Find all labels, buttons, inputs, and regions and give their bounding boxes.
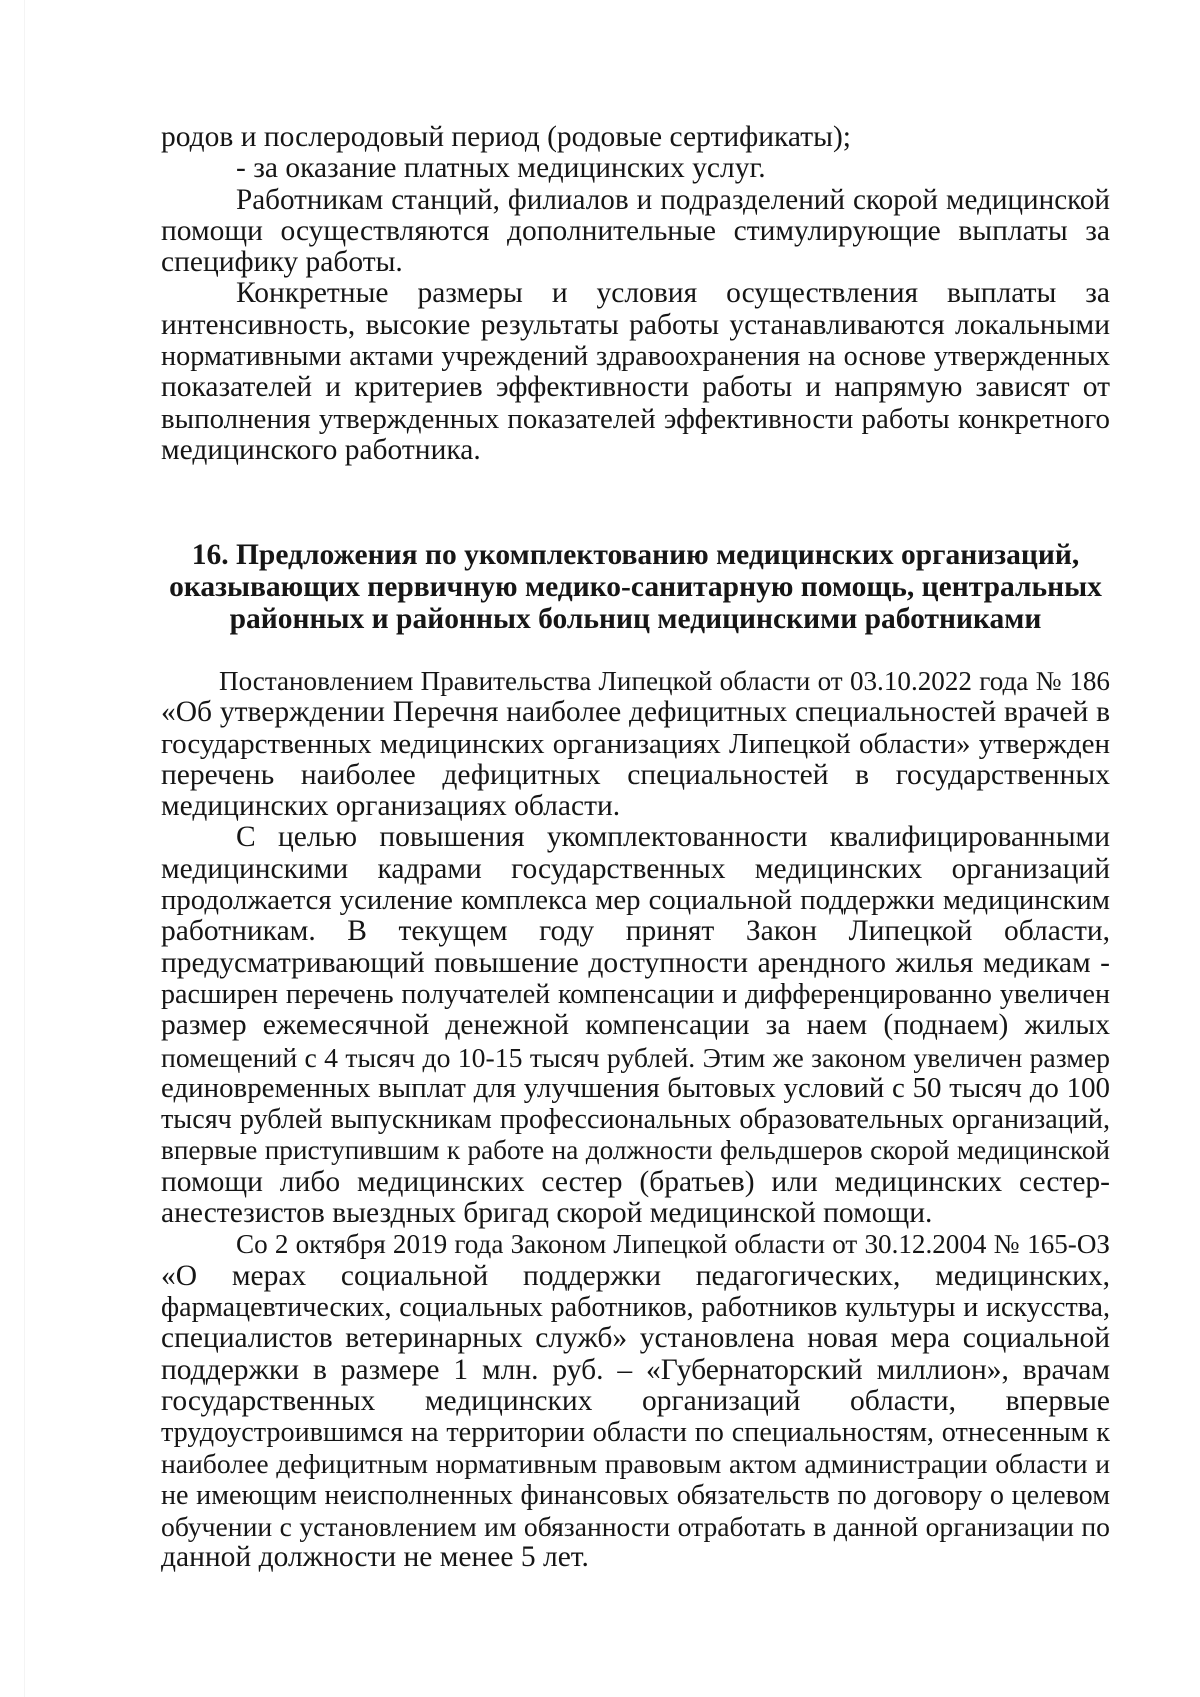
body-line: «Об утверждении Перечня наиболее дефицитных специальностей врачей в <box>161 696 1110 729</box>
body-line: специалистов ветеринарных служб» установлена новая мера социальной <box>161 1322 1110 1355</box>
body-line: данной должности не менее 5 лет. <box>161 1541 589 1574</box>
body-line: «О мерах социальной поддержки педагогических, медицинских, <box>161 1259 1110 1292</box>
body-line: расширен перечень получателей компенсации и дифференцированно увеличен <box>161 978 1110 1010</box>
section-body <box>161 666 1110 1574</box>
body-line: наиболее дефицитным нормативным правовым актом администрации области и <box>161 1448 1110 1480</box>
heading-line: 16. Предложения по укомплектованию медицинских организаций, <box>191 539 1080 571</box>
body-line: единовременных выплат для улучшения бытовых условий с 50 тысяч до 100 <box>161 1071 1110 1104</box>
body-line: обучении с установлением им обязанности отработать в данной организации по <box>161 1511 1110 1543</box>
heading-line: районных и районных больниц медицинскими работниками <box>229 603 1042 635</box>
body-line: работникам. В текущем году принят Закон Липецкой области, <box>161 915 1110 948</box>
body-line: помощи либо медицинских сестер (братьев) или медицинских сестер- <box>161 1165 1110 1198</box>
body-line: помещений с 4 тысяч до 10-15 тысяч рублей. Этим же законом увеличен размер <box>161 1041 1110 1073</box>
body-line: впервые приступившим к работе на должности фельдшеров скорой медицинской <box>161 1135 1110 1166</box>
body-line: государственных медицинских организациях Липецкой области» утвержден <box>161 727 1110 760</box>
body-line: поддержки в размере 1 млн. руб. – «Губернаторский миллион», врачам <box>161 1353 1110 1386</box>
body-line: не имеющим неисполненных финансовых обязательств по договору о целевом <box>161 1479 1110 1511</box>
body-line: размер ежемесячной денежной компенсации за наем (поднаем) жилых <box>161 1009 1110 1042</box>
body-line: перечень наиболее дефицитных специальностей в государственных <box>161 758 1110 791</box>
intro-line: нормативными актами учреждений здравоохранения на основе утвержденных <box>161 341 1110 373</box>
body-line: медицинскими кадрами государственных медицинских организаций <box>161 852 1110 885</box>
heading-line: оказывающих первичную медико-санитарную помощь, центральных <box>169 571 1102 603</box>
body-line: медицинских организациях области. <box>161 790 621 823</box>
intro-line: родов и послеродовый период (родовые сертификаты); <box>161 121 851 153</box>
body-line: С целью повышения укомплектованности квалифицированными <box>236 821 1110 854</box>
scan-edge-mark <box>24 0 25 1697</box>
intro-line: помощи осуществляются дополнительные стимулирующие выплаты за <box>161 214 1110 247</box>
intro-line: показателей и критериев эффективности работы и напрямую зависят от <box>161 371 1110 404</box>
intro-line: Работникам станций, филиалов и подразделений скорой медицинской <box>236 183 1110 216</box>
body-line: фармацевтических, социальных работников, работников культуры и искусства, <box>161 1291 1110 1323</box>
intro-line: Конкретные размеры и условия осуществления выплаты за <box>236 277 1110 310</box>
body-line: государственных медицинских организаций области, впервые <box>161 1384 1110 1417</box>
section-heading <box>161 539 1110 635</box>
body-line: продолжается усиление комплекса мер социальной поддержки медицинским <box>161 884 1110 917</box>
body-line: трудоустроившимся на территории области по специальностям, отнесенным к <box>161 1417 1110 1449</box>
body-line: тысяч рублей выпускникам профессиональных образовательных организаций, <box>161 1104 1110 1136</box>
intro-line: интенсивность, высокие результаты работы устанавливаются локальными <box>161 308 1110 341</box>
intro-line: - за оказание платных медицинских услуг. <box>236 152 766 185</box>
intro-line: медицинского работника. <box>161 433 481 466</box>
body-line: предусматривающий повышение доступности арендного жилья медикам - <box>161 946 1110 979</box>
intro-line: выполнения утвержденных показателей эффективности работы конкретного <box>161 402 1110 435</box>
intro-text <box>161 122 1110 466</box>
body-line: Со 2 октября 2019 года Законом Липецкой области от 30.12.2004 № 165-ОЗ <box>236 1229 1110 1260</box>
intro-line: специфику работы. <box>161 246 403 279</box>
body-line: анестезистов выездных бригад скорой медицинской помощи. <box>161 1197 933 1230</box>
body-line: Постановлением Правительства Липецкой области от 03.10.2022 года № 186 <box>219 666 1110 696</box>
